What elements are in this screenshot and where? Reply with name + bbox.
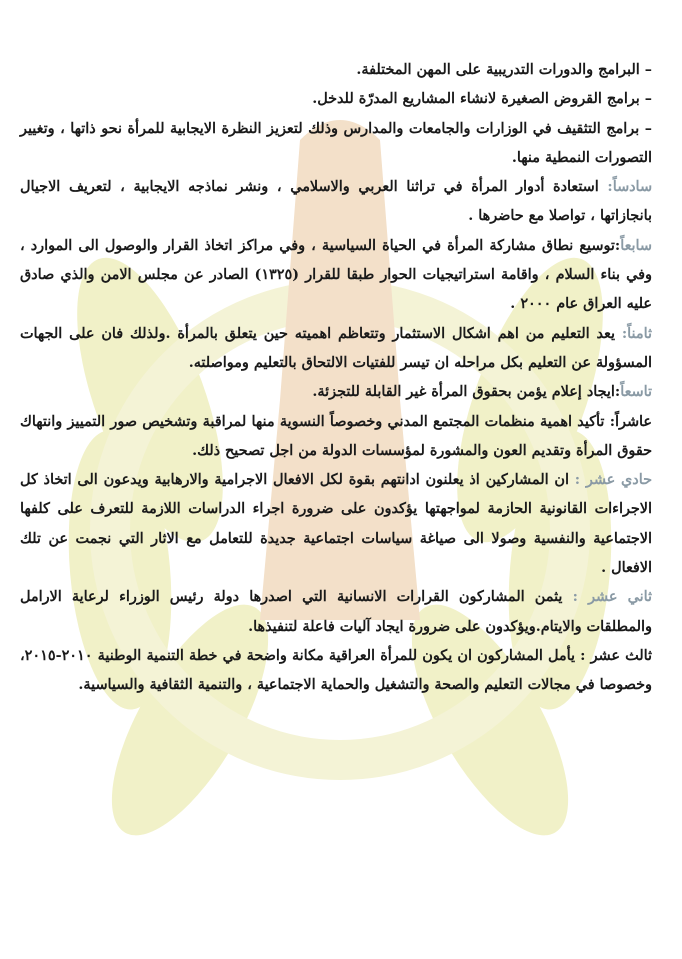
paragraph-sixth bbox=[20, 172, 652, 231]
paragraph-label: سادساً: bbox=[607, 178, 652, 196]
paragraph-ninth bbox=[20, 377, 652, 406]
paragraph-label: ثامناً: bbox=[621, 324, 652, 342]
paragraph-thirteenth bbox=[20, 641, 652, 700]
document-body bbox=[20, 55, 652, 700]
bullet-text: البرامج والدورات التدريبية على المهن المختلفة. bbox=[356, 61, 640, 78]
paragraph-eleventh bbox=[20, 465, 652, 582]
paragraph-text: :توسيع نطاق مشاركة المرأة في الحياة السياسية ، وفي مراكز اتخاذ القرار والوصول الى الموارد ، وفي بناء السلام ، واقامة استراتيجيات الحوار طبقا للقرار (١٣٢٥) الصادر عن مجلس الامن والذي صادق عليه العراق عام ٢٠٠٠ . bbox=[20, 236, 653, 313]
bullet-small-loans bbox=[20, 84, 652, 113]
paragraph-text: ان المشاركين اذ يعلنون ادانتهم بقوة لكل الافعال الاجرامية والارهابية ويدعون الى اتخاذ كل الاجراءات القانونية الحازمة لمواجهتها يؤكدون على ضرورة اجراء الدراسات اللازمة للتعرف على كلفها الاجتماعية والنفسية وصولا الى صياغة سياسات اجتماعية جديدة للتعامل مع الاثار التي نجمت عن تلك الافعال . bbox=[20, 471, 652, 577]
bullet-text: برامج التثقيف في الوزارات والجامعات والمدارس وذلك لتعزيز النظرة الايجابية للمرأة نحو ذاتها ، وتغيير التصورات النمطية منها. bbox=[20, 119, 652, 166]
paragraph-text: ثالث عشر : يأمل المشاركون ان يكون للمرأة العراقية مكانة واضحة في خطة التنمية الوطنية ٢٠١٠-٢٠١٥، وخصوصا في مجالات التعليم والصحة والتشغيل والحماية الاجتماعية ، والتنمية الثقافية والسياسية. bbox=[20, 646, 652, 694]
paragraph-label: سابعاً bbox=[620, 236, 652, 254]
paragraph-text: عاشراً: تأكيد اهمية منظمات المجتمع المدني وخصوصاً النسوية منها لمراقبة وتشخيص صور التمييز وانتهاك حقوق المرأة وتقديم العون والمشورة لمؤسسات الدولة من اجل تصحيح ذلك. bbox=[20, 412, 652, 459]
paragraph-tenth bbox=[20, 407, 652, 466]
paragraph-label: تاسعاً bbox=[620, 383, 652, 401]
paragraph-eighth bbox=[20, 319, 652, 378]
paragraph-text: استعادة أدوار المرأة في تراثنا العربي والاسلامي ، ونشر نماذجه الايجابية ، لتعريف الاجيال بانجازاتها ، تواصلا مع حاضرها . bbox=[20, 178, 652, 225]
bullet-training-programs bbox=[20, 55, 652, 84]
paragraph-text: يعد التعليم من اهم اشكال الاستثمار وتتعاظم اهميته حين يتعلق بالمرأة .ولذلك فان على الجهات المسؤولة عن التعليم بكل مراحله ان تيسر للفتيات الالتحاق بالتعليم ومواصلته. bbox=[20, 324, 652, 371]
paragraph-twelfth bbox=[20, 582, 652, 641]
paragraph-text: يثمن المشاركون القرارات الانسانية التي اصدرها دولة رئيس الوزراء لرعاية الارامل والمطلقات والايتام.ويؤكدون على ضرورة ايجاد آليات فاعلة لتنفيذها. bbox=[20, 588, 652, 635]
bullet-text: برامج القروض الصغيرة لانشاء المشاريع المدرّة للدخل. bbox=[312, 90, 640, 108]
paragraph-seventh bbox=[20, 231, 652, 319]
paragraph-label: حادي عشر : bbox=[574, 471, 652, 489]
paragraph-text: :ايجاد إعلام يؤمن بحقوق المرأة غير القابلة للتجزئة. bbox=[312, 383, 621, 401]
paragraph-label: ثاني عشر : bbox=[572, 588, 652, 606]
bullet-education-programs bbox=[20, 114, 652, 173]
